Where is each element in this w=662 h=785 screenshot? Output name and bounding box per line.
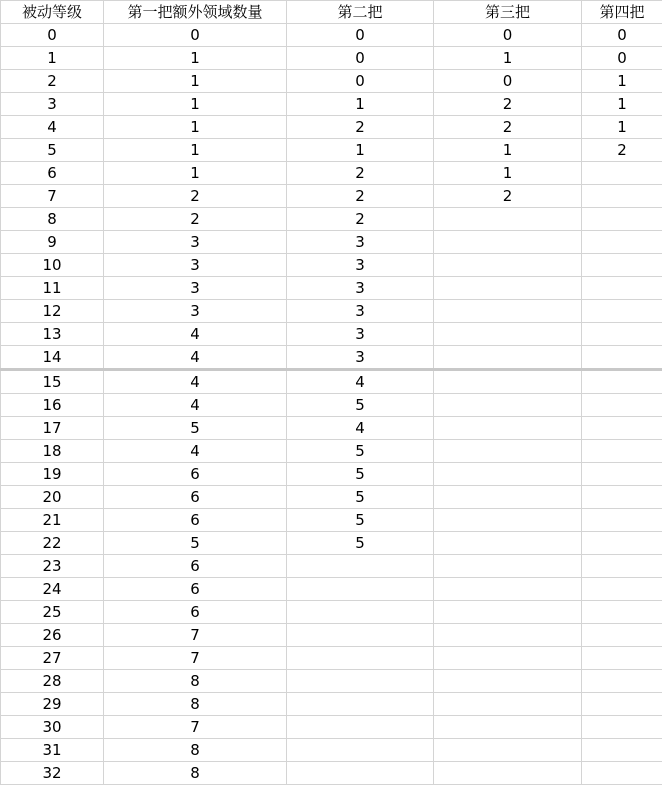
- table-cell[interactable]: [434, 370, 582, 394]
- table-cell[interactable]: 25: [1, 601, 104, 624]
- table-cell[interactable]: 3: [104, 300, 287, 323]
- table-cell[interactable]: [434, 440, 582, 463]
- table-cell[interactable]: 2: [287, 116, 434, 139]
- table-row: [1, 509, 662, 532]
- table-cell[interactable]: [434, 394, 582, 417]
- table-cell[interactable]: [434, 578, 582, 601]
- table-cell[interactable]: 1: [104, 116, 287, 139]
- table-cell[interactable]: [287, 762, 434, 785]
- table-cell[interactable]: [434, 739, 582, 762]
- table-row: [1, 555, 662, 578]
- table-cell[interactable]: 6: [1, 162, 104, 185]
- table-cell[interactable]: 3: [104, 277, 287, 300]
- table-cell[interactable]: 19: [1, 463, 104, 486]
- table-cell[interactable]: [582, 486, 662, 509]
- table-cell[interactable]: [434, 300, 582, 323]
- table-cell[interactable]: [434, 532, 582, 555]
- table-cell[interactable]: [434, 486, 582, 509]
- table-row: [1, 24, 662, 47]
- table-cell[interactable]: 4: [104, 440, 287, 463]
- table-cell[interactable]: 6: [104, 601, 287, 624]
- table-row: [1, 739, 662, 762]
- table-cell[interactable]: 4: [104, 394, 287, 417]
- table-cell[interactable]: [582, 254, 662, 277]
- table-cell[interactable]: 4: [104, 323, 287, 346]
- table-cell[interactable]: [434, 277, 582, 300]
- table-cell[interactable]: 2: [287, 185, 434, 208]
- table-cell[interactable]: [287, 693, 434, 716]
- table-cell[interactable]: 0: [434, 70, 582, 93]
- table-cell[interactable]: 29: [1, 693, 104, 716]
- table-cell[interactable]: 3: [287, 323, 434, 346]
- table-cell[interactable]: 4: [104, 346, 287, 370]
- table-cell[interactable]: 8: [1, 208, 104, 231]
- table-row: [1, 162, 662, 185]
- table-row: [1, 139, 662, 162]
- table-cell[interactable]: [582, 762, 662, 785]
- table-cell[interactable]: [434, 509, 582, 532]
- table-row: [1, 208, 662, 231]
- table-row: [1, 323, 662, 346]
- table-row: [1, 231, 662, 254]
- table-cell[interactable]: [434, 231, 582, 254]
- table-cell[interactable]: [434, 762, 582, 785]
- table-cell[interactable]: 7: [1, 185, 104, 208]
- table-cell[interactable]: 5: [287, 532, 434, 555]
- table-cell[interactable]: [434, 346, 582, 370]
- table-row: [1, 185, 662, 208]
- table-cell[interactable]: 32: [1, 762, 104, 785]
- table-cell[interactable]: 3: [287, 277, 434, 300]
- table-row: [1, 47, 662, 70]
- table-cell[interactable]: [582, 440, 662, 463]
- table-row: [1, 578, 662, 601]
- header-cell-first-extra-domains[interactable]: 第一把额外领域数量: [104, 1, 287, 24]
- table-cell[interactable]: 6: [104, 578, 287, 601]
- table-cell[interactable]: [434, 208, 582, 231]
- table-cell[interactable]: 2: [287, 208, 434, 231]
- table-row: [1, 370, 662, 394]
- table-cell[interactable]: [434, 647, 582, 670]
- table-cell[interactable]: [582, 716, 662, 739]
- table-cell[interactable]: 0: [434, 24, 582, 47]
- table-cell[interactable]: [287, 647, 434, 670]
- table-cell[interactable]: [582, 394, 662, 417]
- table-cell[interactable]: [582, 208, 662, 231]
- header-cell-second[interactable]: 第二把: [287, 1, 434, 24]
- table-cell[interactable]: 3: [287, 300, 434, 323]
- table-cell[interactable]: 0: [287, 70, 434, 93]
- table-cell[interactable]: 1: [104, 162, 287, 185]
- table-cell[interactable]: [434, 323, 582, 346]
- table-cell[interactable]: 2: [434, 185, 582, 208]
- table-cell[interactable]: [287, 624, 434, 647]
- table-row: [1, 624, 662, 647]
- table-cell[interactable]: 2: [582, 139, 662, 162]
- table-cell[interactable]: 22: [1, 532, 104, 555]
- table-cell[interactable]: [434, 417, 582, 440]
- table-cell[interactable]: 5: [104, 417, 287, 440]
- table-cell[interactable]: 23: [1, 555, 104, 578]
- table-cell[interactable]: 15: [1, 370, 104, 394]
- table-cell[interactable]: 5: [287, 394, 434, 417]
- table-cell[interactable]: [434, 463, 582, 486]
- table-cell[interactable]: 9: [1, 231, 104, 254]
- table-row: [1, 346, 662, 370]
- table-row: [1, 716, 662, 739]
- table-cell[interactable]: [287, 578, 434, 601]
- table-cell[interactable]: 12: [1, 300, 104, 323]
- table-cell[interactable]: [582, 300, 662, 323]
- table-cell[interactable]: [582, 370, 662, 394]
- table-cell[interactable]: [582, 463, 662, 486]
- table-cell[interactable]: 1: [434, 162, 582, 185]
- table-cell[interactable]: 0: [582, 24, 662, 47]
- table-cell[interactable]: [582, 417, 662, 440]
- table-cell[interactable]: 8: [104, 762, 287, 785]
- table-row: [1, 417, 662, 440]
- table-cell[interactable]: 1: [434, 47, 582, 70]
- table-cell[interactable]: 1: [104, 47, 287, 70]
- table-cell[interactable]: 10: [1, 254, 104, 277]
- table-cell[interactable]: 27: [1, 647, 104, 670]
- table-cell[interactable]: [287, 601, 434, 624]
- table-cell[interactable]: 3: [1, 93, 104, 116]
- table-row: [1, 601, 662, 624]
- table-cell[interactable]: 0: [287, 24, 434, 47]
- table-cell[interactable]: [582, 624, 662, 647]
- table-cell[interactable]: [434, 670, 582, 693]
- table-row: [1, 394, 662, 417]
- table-cell[interactable]: 1: [582, 116, 662, 139]
- table-row: [1, 70, 662, 93]
- table-row: [1, 254, 662, 277]
- table-cell[interactable]: 0: [582, 47, 662, 70]
- table-cell[interactable]: 11: [1, 277, 104, 300]
- table-cell[interactable]: 6: [104, 486, 287, 509]
- table-cell[interactable]: [582, 231, 662, 254]
- table-cell[interactable]: [434, 624, 582, 647]
- table-cell[interactable]: 3: [287, 254, 434, 277]
- table-cell[interactable]: 3: [104, 254, 287, 277]
- table-cell[interactable]: 16: [1, 394, 104, 417]
- table-row: [1, 532, 662, 555]
- table-cell[interactable]: 2: [287, 162, 434, 185]
- table-cell[interactable]: 8: [104, 693, 287, 716]
- table-cell[interactable]: [582, 693, 662, 716]
- table-cell[interactable]: 2: [1, 70, 104, 93]
- table-cell[interactable]: 1: [582, 93, 662, 116]
- table-cell[interactable]: 31: [1, 739, 104, 762]
- table-cell[interactable]: 4: [287, 417, 434, 440]
- table-cell[interactable]: 0: [287, 47, 434, 70]
- table-row: [1, 277, 662, 300]
- table-cell[interactable]: 5: [287, 509, 434, 532]
- table-cell[interactable]: 5: [287, 486, 434, 509]
- table-cell[interactable]: [287, 670, 434, 693]
- table-cell[interactable]: 17: [1, 417, 104, 440]
- header-cell-third[interactable]: 第三把: [434, 1, 582, 24]
- table-cell[interactable]: 2: [104, 185, 287, 208]
- table-cell[interactable]: 1: [287, 93, 434, 116]
- table-cell[interactable]: 5: [287, 463, 434, 486]
- table-row: [1, 116, 662, 139]
- table-cell[interactable]: 3: [287, 231, 434, 254]
- table-cell[interactable]: [287, 555, 434, 578]
- table-row: [1, 463, 662, 486]
- table-cell[interactable]: [287, 739, 434, 762]
- table-cell[interactable]: 3: [104, 231, 287, 254]
- table-cell[interactable]: 7: [104, 624, 287, 647]
- table-row: [1, 762, 662, 785]
- table-cell[interactable]: [582, 323, 662, 346]
- table-cell[interactable]: 2: [434, 116, 582, 139]
- table-row: [1, 693, 662, 716]
- table-cell[interactable]: 14: [1, 346, 104, 370]
- table-row: [1, 647, 662, 670]
- table-cell[interactable]: 1: [104, 70, 287, 93]
- table-row: [1, 300, 662, 323]
- table-cell[interactable]: 1: [434, 139, 582, 162]
- table-cell[interactable]: 5: [1, 139, 104, 162]
- table-cell[interactable]: 2: [434, 93, 582, 116]
- table-cell[interactable]: 6: [104, 555, 287, 578]
- table-cell[interactable]: [287, 716, 434, 739]
- table-cell[interactable]: [582, 647, 662, 670]
- table-row: [1, 486, 662, 509]
- table-cell[interactable]: 4: [287, 370, 434, 394]
- table-cell[interactable]: [582, 670, 662, 693]
- table-row: [1, 670, 662, 693]
- table-cell[interactable]: 3: [287, 346, 434, 370]
- table-cell[interactable]: 20: [1, 486, 104, 509]
- table-cell[interactable]: 28: [1, 670, 104, 693]
- table-cell[interactable]: 30: [1, 716, 104, 739]
- table-cell[interactable]: [434, 555, 582, 578]
- table-cell[interactable]: [582, 555, 662, 578]
- table-cell[interactable]: 1: [1, 47, 104, 70]
- table-cell[interactable]: 7: [104, 716, 287, 739]
- table-cell[interactable]: 5: [104, 532, 287, 555]
- table-cell[interactable]: 2: [104, 208, 287, 231]
- table-cell[interactable]: 26: [1, 624, 104, 647]
- table-cell[interactable]: 6: [104, 463, 287, 486]
- table-cell[interactable]: [434, 601, 582, 624]
- table-cell[interactable]: 4: [1, 116, 104, 139]
- table-cell[interactable]: 24: [1, 578, 104, 601]
- table-cell[interactable]: 4: [104, 370, 287, 394]
- header-cell-fourth[interactable]: 第四把: [582, 1, 662, 24]
- table-cell[interactable]: 0: [104, 24, 287, 47]
- table-cell[interactable]: [582, 739, 662, 762]
- table-cell[interactable]: [582, 277, 662, 300]
- table-cell[interactable]: 5: [287, 440, 434, 463]
- table-row: [1, 93, 662, 116]
- header-cell-passive-level[interactable]: 被动等级: [1, 1, 104, 24]
- table-body: [1, 24, 662, 785]
- table-row: [1, 440, 662, 463]
- table-cell[interactable]: [582, 509, 662, 532]
- table-cell[interactable]: [434, 716, 582, 739]
- table-cell[interactable]: 8: [104, 670, 287, 693]
- header-row: [1, 1, 662, 24]
- table-cell[interactable]: 13: [1, 323, 104, 346]
- table-cell[interactable]: [582, 532, 662, 555]
- table-cell[interactable]: 6: [104, 509, 287, 532]
- table-cell[interactable]: 8: [104, 739, 287, 762]
- table-cell[interactable]: [582, 578, 662, 601]
- table-cell[interactable]: [582, 346, 662, 370]
- table-cell[interactable]: 1: [582, 70, 662, 93]
- table-cell[interactable]: 0: [1, 24, 104, 47]
- table-cell[interactable]: 7: [104, 647, 287, 670]
- table-cell[interactable]: 18: [1, 440, 104, 463]
- table-cell[interactable]: [434, 693, 582, 716]
- table-cell[interactable]: 21: [1, 509, 104, 532]
- table-cell[interactable]: [582, 601, 662, 624]
- table-cell[interactable]: [434, 254, 582, 277]
- table-cell[interactable]: 1: [104, 139, 287, 162]
- table-cell[interactable]: 1: [287, 139, 434, 162]
- table-cell[interactable]: 1: [104, 93, 287, 116]
- table-cell[interactable]: [582, 162, 662, 185]
- table-cell[interactable]: [582, 185, 662, 208]
